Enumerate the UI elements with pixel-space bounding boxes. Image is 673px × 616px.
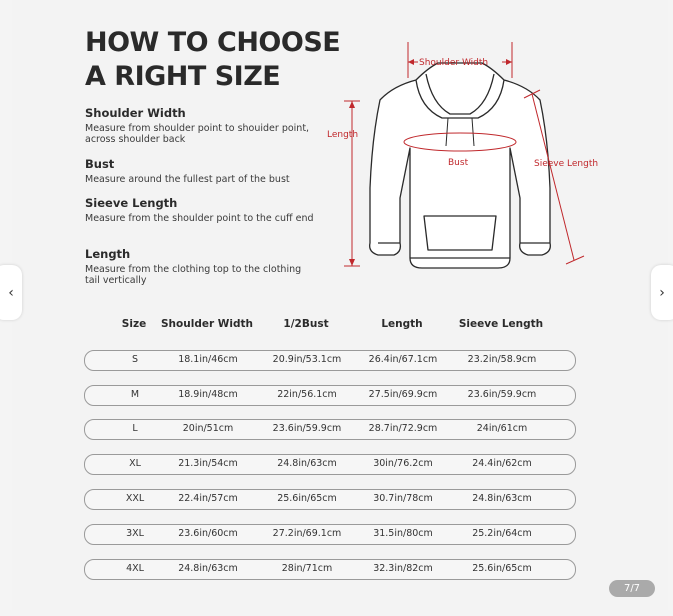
header-size: Size bbox=[121, 318, 147, 330]
cell-length: 32.3in/82cm bbox=[373, 563, 433, 574]
measure-description: Measure from the shoulder point to the cuff end bbox=[85, 213, 314, 224]
cell-length: 27.5in/69.9cm bbox=[368, 389, 438, 400]
cell-sleeve-length: 24.4in/62cm bbox=[472, 458, 532, 469]
cell-length: 26.4in/67.1cm bbox=[368, 354, 438, 365]
cell-length: 28.7in/72.9cm bbox=[368, 423, 438, 434]
size-table-header bbox=[84, 318, 576, 332]
header-shoulder-width: Shoulder Width bbox=[161, 318, 253, 330]
cell-half-bust: 20.9in/53.1cm bbox=[272, 354, 342, 365]
cell-size: M bbox=[130, 389, 140, 400]
cell-shoulder-width: 23.6in/60cm bbox=[178, 528, 238, 539]
measure-description: Measure around the fullest part of the bust bbox=[85, 174, 290, 185]
size-row bbox=[84, 385, 576, 406]
cell-length: 30in/76.2cm bbox=[373, 458, 433, 469]
cell-shoulder-width: 18.9in/48cm bbox=[178, 389, 238, 400]
measure-description: Measure from the clothing top to the clothing tail vertically bbox=[85, 264, 302, 286]
cell-size: 4XL bbox=[126, 563, 144, 574]
previous-image-button[interactable] bbox=[0, 265, 22, 320]
cell-half-bust: 24.8in/63cm bbox=[277, 458, 337, 469]
cell-sleeve-length: 25.6in/65cm bbox=[472, 563, 532, 574]
chevron-left-icon: ‹ bbox=[8, 284, 14, 301]
title-line-2: A RIGHT SIZE bbox=[85, 61, 281, 92]
title-line-1: HOW TO CHOOSE bbox=[85, 27, 341, 58]
header-length: Length bbox=[381, 318, 423, 330]
measure-shoulder-width bbox=[85, 106, 315, 145]
cell-half-bust: 22in/56.1cm bbox=[277, 389, 337, 400]
hoodie-diagram bbox=[322, 38, 612, 278]
measure-heading: Shoulder Width bbox=[85, 106, 186, 120]
size-row bbox=[84, 454, 576, 475]
chevron-right-icon: › bbox=[659, 284, 665, 301]
cell-half-bust: 23.6in/59.9cm bbox=[272, 423, 342, 434]
measure-description: Measure from shoulder point to shouider point, across shoulder back bbox=[85, 123, 310, 145]
measure-sleeve-length bbox=[85, 196, 315, 224]
measure-length bbox=[85, 247, 315, 286]
label-sleeve-length: Sieeve Length bbox=[534, 159, 599, 169]
cell-size: S bbox=[131, 354, 139, 365]
cell-sleeve-length: 25.2in/64cm bbox=[472, 528, 532, 539]
measure-heading: Bust bbox=[85, 157, 115, 171]
cell-shoulder-width: 24.8in/63cm bbox=[178, 563, 238, 574]
size-row bbox=[84, 489, 576, 510]
cell-sleeve-length: 23.6in/59.9cm bbox=[467, 389, 537, 400]
measure-heading: Sieeve Length bbox=[85, 196, 178, 210]
cell-half-bust: 28in/71cm bbox=[281, 563, 333, 574]
cell-size: XL bbox=[129, 458, 141, 469]
cell-sleeve-length: 24in/61cm bbox=[476, 423, 528, 434]
cell-size: 3XL bbox=[126, 528, 144, 539]
cell-size: XXL bbox=[125, 493, 145, 504]
cell-shoulder-width: 22.4in/57cm bbox=[178, 493, 238, 504]
cell-length: 30.7in/78cm bbox=[373, 493, 433, 504]
header-half-bust: 1/2Bust bbox=[283, 318, 329, 330]
size-row bbox=[84, 524, 576, 545]
page-indicator: 7/7 bbox=[609, 580, 655, 597]
cell-shoulder-width: 21.3in/54cm bbox=[178, 458, 238, 469]
label-length: Length bbox=[327, 130, 359, 140]
label-shoulder-width: Shoulder Width bbox=[419, 58, 489, 68]
header-sleeve-length: Sieeve Length bbox=[458, 318, 544, 330]
cell-shoulder-width: 20in/51cm bbox=[182, 423, 234, 434]
cell-half-bust: 25.6in/65cm bbox=[277, 493, 337, 504]
measure-bust bbox=[85, 157, 315, 185]
cell-sleeve-length: 23.2in/58.9cm bbox=[467, 354, 537, 365]
cell-sleeve-length: 24.8in/63cm bbox=[472, 493, 532, 504]
cell-length: 31.5in/80cm bbox=[373, 528, 433, 539]
cell-size: L bbox=[132, 423, 138, 434]
cell-half-bust: 27.2in/69.1cm bbox=[272, 528, 342, 539]
size-row bbox=[84, 419, 576, 440]
page-title bbox=[85, 26, 340, 94]
next-image-button[interactable] bbox=[651, 265, 673, 320]
size-row bbox=[84, 559, 576, 580]
cell-shoulder-width: 18.1in/46cm bbox=[178, 354, 238, 365]
size-row bbox=[84, 350, 576, 371]
label-bust: Bust bbox=[448, 158, 469, 168]
measure-heading: Length bbox=[85, 247, 131, 261]
